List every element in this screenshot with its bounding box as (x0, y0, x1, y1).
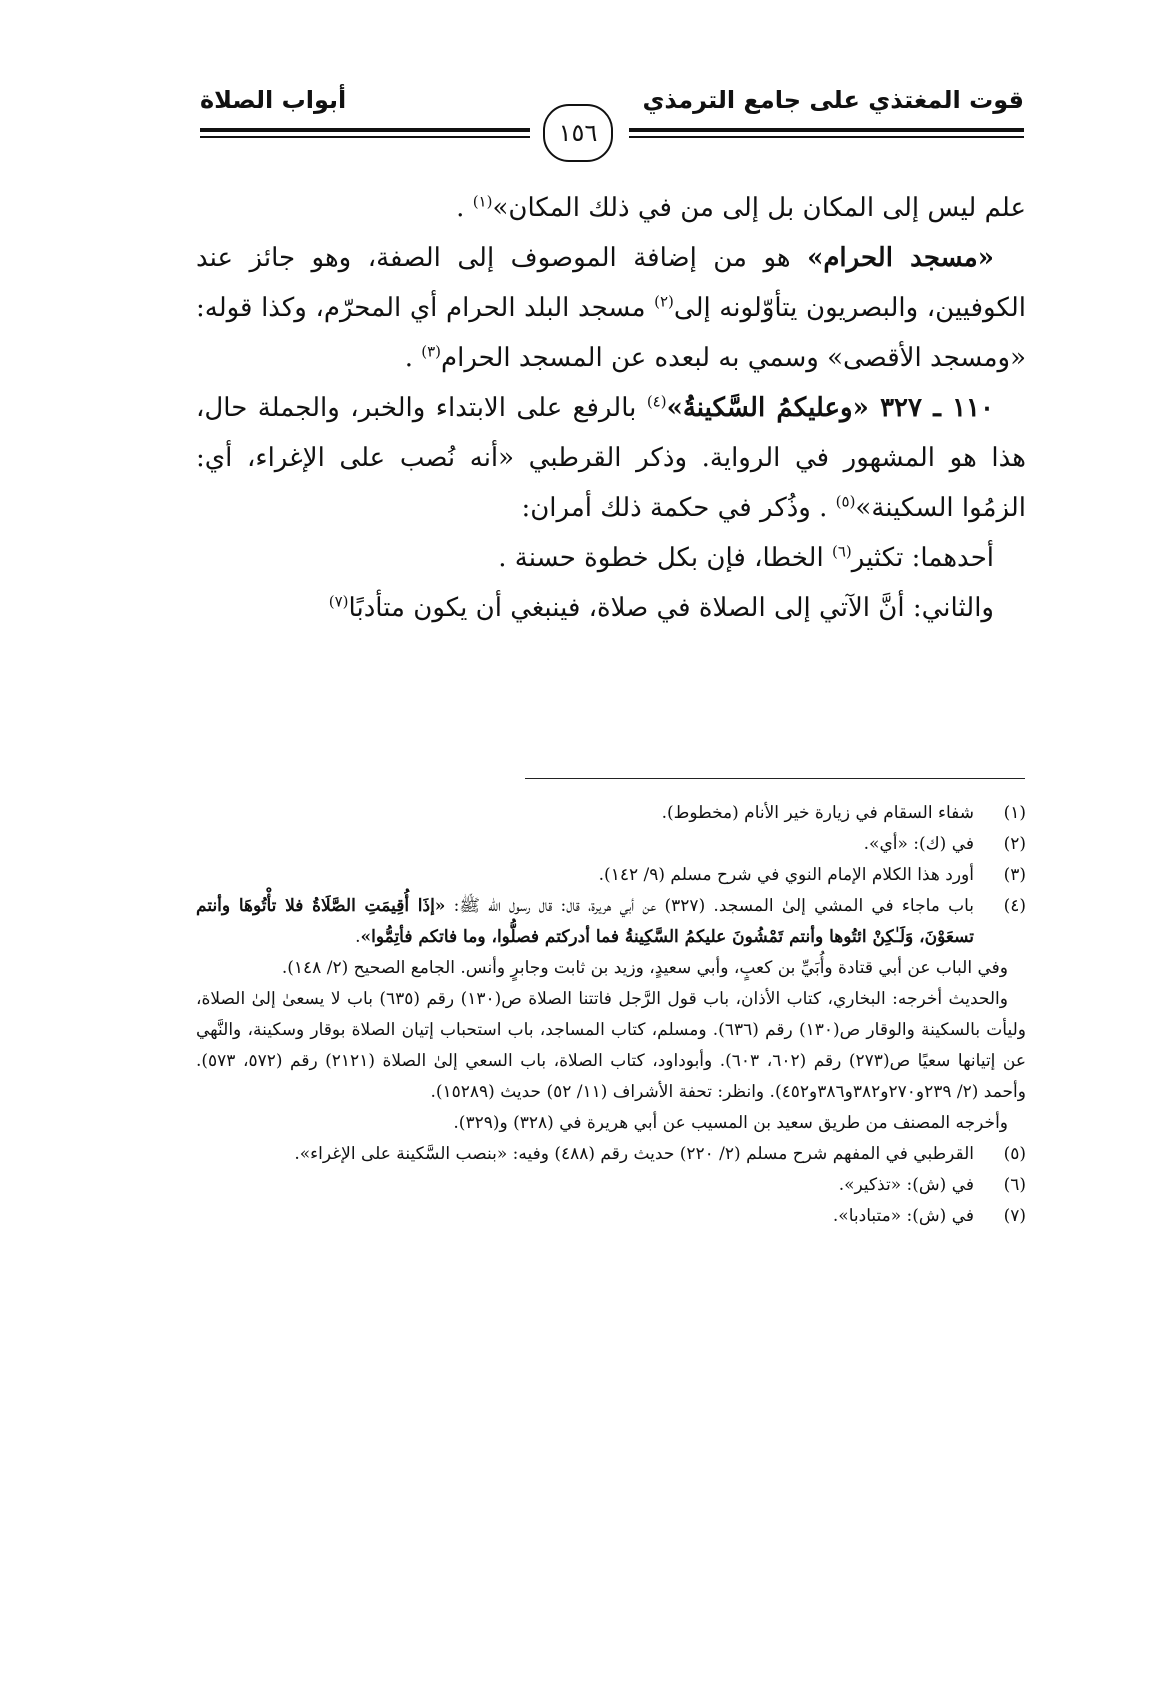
footnote-6 (196, 1170, 1026, 1201)
footnote-ref-5: (٥) (835, 492, 856, 511)
paragraph-text: . وذُكر في حكمة ذلك أمران: (521, 493, 836, 523)
footnote-body (196, 891, 974, 953)
footnote-number: (٣) (1003, 865, 1026, 885)
footnotes (196, 798, 1026, 1232)
paragraph-text: مسجد البلد الحرام أي المحرّم، وكذا قوله: «ومسجد الأقصى» وسمي به لبعده عن المسجد الحرام (196, 293, 1026, 373)
main-text (196, 183, 1026, 633)
footnote-text: شفاء السقام في زيارة خير الأنام (مخطوط). (661, 803, 974, 823)
footnote-text: القرطبي في المفهم شرح مسلم (٢/ ٢٢٠) حديث رقم (٤٨٨) وفيه: «بنصب السَّكينة على الإغراء». (294, 1144, 974, 1164)
footnote-5 (196, 1139, 1026, 1170)
footnote-text: في (ش): «تذكير». (838, 1175, 974, 1195)
header-rule-left (200, 128, 530, 138)
footnote-lead (196, 891, 974, 953)
footnote-number: (١) (1003, 803, 1026, 823)
footnote-4-para-3: والحديث أخرجه: البخاري، كتاب الأذان، باب قول الرَّجل فاتتنا الصلاة ص(١٣٠) رقم (٦٣٥) باب لا يسعىٰ إلىٰ الصلاة، وليأت بالسكينة والوقار ص(١٣٠) رقم (٦٣٦). ومسلم، كتاب المساجد، باب استحباب إتيان الصلاة بوقار وسكينة، والنَّهي عن إتيانها سعيًا ص(٢٧٣) رقم (٦٠٢، ٦٠٣). وأبوداود، كتاب الصلاة، باب السعي إلىٰ الصلاة (٢١٢١) رقم (٥٧٢، ٥٧٣). وأحمد (٢/ ٢٣٩و٢٧٠و٣٨٢و٣٨٦و٤٥٢). وانظر: تحفة الأشراف (١١/ ٥٢) حديث (١٥٢٨٩). (196, 989, 1027, 1102)
footnote-ref-7: (٧) (328, 592, 349, 611)
paragraph-text: الخطا، فإن بكل خطوة حسنة . (498, 543, 832, 573)
footnote-number: (٢) (1003, 834, 1026, 854)
footnote-text: . (355, 927, 361, 947)
paragraph-text: هو من إضافة الموصوف إلى الصفة، وهو جائز عند الكوفيين، والبصريون يتأوّلونه إلى (196, 243, 1026, 323)
footnote-text: في (ك): «أي». (863, 834, 974, 854)
footnote-ref-4: (٤) (646, 392, 667, 411)
footnote-number: (٦) (1003, 1175, 1026, 1195)
hadith-text: «إذَا أُقِيمَتِ الصَّلَاةُ فلا تأْتُوهَا وأنتم تسعَوْنَ، وَلَـٰكِنْ ائتُوها وأنتم تَمْشُونَ عليكمُ السَّكِينةُ فما أدركتم فصلُّوا، وما فاتكم فأتِمُّوا» (196, 896, 974, 947)
page-number: ١٥٦ (543, 104, 613, 162)
footnote-number: (٤) (1003, 896, 1026, 916)
paragraph-text: أحدهما: تكثير (851, 543, 994, 573)
paragraph-text: . (456, 193, 473, 223)
book-title: قوت المغتذي على جامع الترمذي (642, 86, 1024, 114)
paragraph-4 (196, 533, 1026, 583)
paragraph-1 (196, 183, 1026, 233)
footnote-text: أورد هذا الكلام الإمام النوي في شرح مسلم (٩/ ١٤٢). (598, 865, 974, 885)
footnote-ref-2: (٢) (654, 292, 674, 311)
footnote-4-para-4: وأخرجه المصنف من طريق سعيد بن المسيب عن أبي هريرة في (٣٢٨) و(٣٢٩). (453, 1113, 1008, 1133)
header-rule-right (629, 128, 1024, 138)
footnote-text: باب ماجاء في المشي إلىٰ المسجد. (٣٢٧) عن أبي هريرة، قال: قال رسول الله ﷺ: (445, 896, 974, 916)
footnote-7 (196, 1201, 1026, 1232)
footnote-separator (525, 778, 1025, 779)
footnote-ref-6: (٦) (831, 542, 852, 561)
hadith-heading: ١١٠ ـ ٣٢٧ «وعليكمُ السَّكينةُ» (666, 393, 994, 423)
section-title: أبواب الصلاة (200, 86, 347, 114)
footnote-number: (٧) (1003, 1206, 1026, 1226)
paragraph-text: والثاني: أنَّ الآتي إلى الصلاة في صلاة، فينبغي أن يكون متأدبًا (348, 593, 994, 623)
footnote-3 (196, 860, 1026, 891)
paragraph-text: . (404, 343, 422, 373)
paragraph-text: بالرفع على الابتداء والخبر، والجملة حال، هذا هو المشهور في الرواية. وذكر القرطبي «أنه نُصب على الإغراء، أي: الزمُوا السكينة» (196, 393, 1026, 523)
footnote-number: (٥) (1003, 1144, 1026, 1164)
footnote-ref-1: (١) (472, 192, 493, 211)
paragraph-3 (196, 383, 1026, 533)
footnote-1 (196, 798, 1026, 829)
footnote-4-para-2: وفي الباب عن أبي قتادة وأُبَيِّ بن كعبٍ، وأبي سعيدٍ، وزيد بن ثابت وجابرٍ وأنس. الجامع الصحيح (٢/ ١٤٨). (281, 958, 1008, 978)
paragraph-text: علم ليس إلى المكان بل إلى من في ذلك المكان» (492, 193, 1026, 223)
page-header (200, 82, 1024, 162)
footnote-ref-3: (٣) (421, 342, 442, 361)
footnote-text: في (ش): «متبادبا». (832, 1206, 974, 1226)
footnote-2 (196, 829, 1026, 860)
footnote-4 (196, 891, 1026, 953)
paragraph-5 (196, 583, 1026, 633)
term-heading: «مسجد الحرام» (807, 243, 994, 273)
paragraph-2 (196, 233, 1026, 383)
